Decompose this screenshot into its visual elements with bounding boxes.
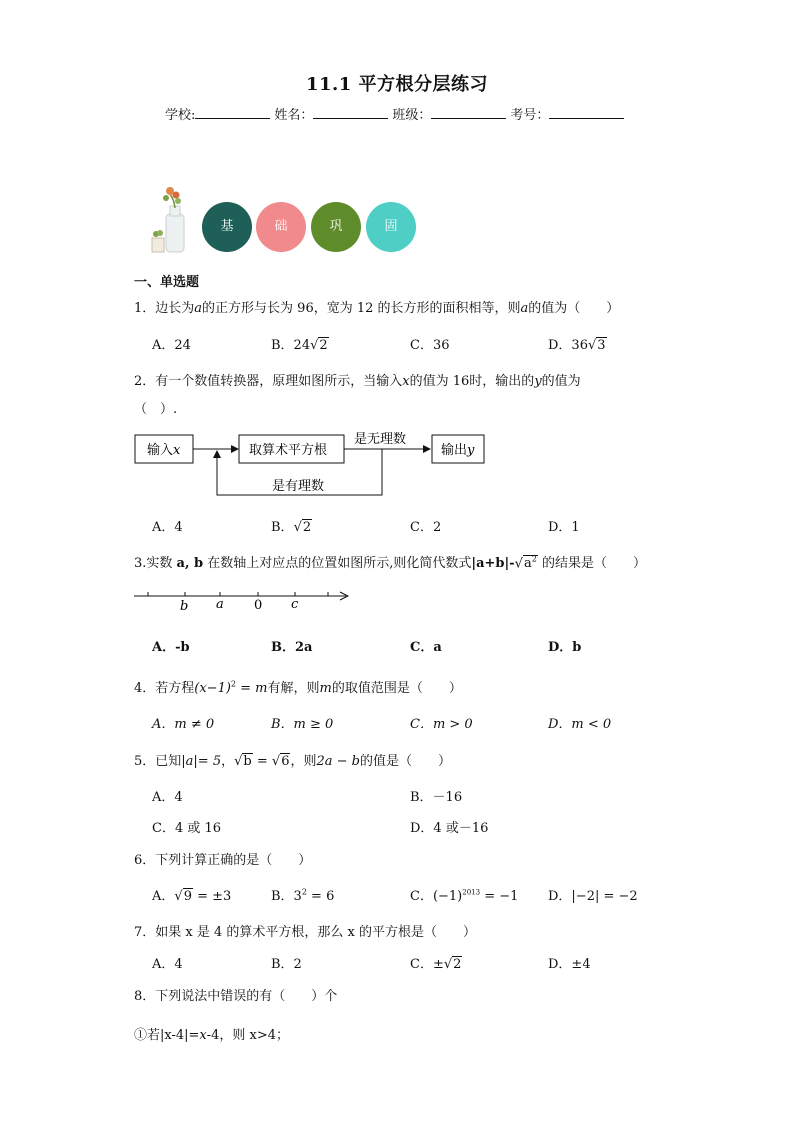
q6-option-b-pre: B．3 bbox=[271, 889, 302, 904]
exam-no-blank[interactable] bbox=[549, 106, 624, 119]
q2-option-c[interactable]: C．2 bbox=[410, 520, 442, 535]
question-8: 8．下列说法中错误的有（ ）个 bbox=[134, 989, 338, 1004]
flow-rational-label: 是有理数 bbox=[272, 479, 325, 494]
flow-input-label: 输入x bbox=[147, 443, 181, 458]
q6-option-b-sup: 2 bbox=[301, 887, 307, 897]
q2-var-y: y bbox=[534, 374, 542, 389]
q5-text-mid: ，则 bbox=[290, 754, 317, 769]
badge-chu-label: 础 bbox=[274, 219, 288, 234]
q1-option-d-pre: D．36 bbox=[548, 338, 588, 353]
school-label: 学校: bbox=[165, 108, 196, 123]
badge-ji-label: 基 bbox=[220, 219, 234, 234]
sqrt-icon: √2 bbox=[293, 520, 312, 535]
q1-option-b-pre: B．24 bbox=[271, 338, 311, 353]
q4-text-pre: 4．若方程 bbox=[134, 681, 195, 696]
q5-rad-6: 6 bbox=[281, 754, 290, 769]
q8-item-1-pre: ①若|x-4|= bbox=[134, 1028, 200, 1043]
q1-option-c[interactable]: C．36 bbox=[410, 338, 450, 353]
q8-item-1-post: -4，则 x>4； bbox=[206, 1028, 290, 1043]
q7-option-d[interactable]: D．±4 bbox=[548, 957, 591, 972]
q1-var-a: a bbox=[194, 301, 203, 316]
q5-text-pre: 5．已知 bbox=[134, 754, 182, 769]
q1-option-b[interactable] bbox=[271, 334, 329, 353]
q4-equation-rhs: = m bbox=[236, 681, 268, 696]
q3-rad-sup: 2 bbox=[531, 554, 537, 564]
axis-label-zero: 0 bbox=[254, 598, 263, 613]
q1-option-d-rad: 3 bbox=[597, 338, 606, 353]
q2-option-b[interactable] bbox=[271, 516, 312, 535]
badge-ji bbox=[202, 202, 252, 252]
badge-chu bbox=[256, 202, 306, 252]
q2-option-a[interactable]: A．4 bbox=[152, 520, 183, 535]
q6-option-d[interactable]: D．|−2| = −2 bbox=[548, 889, 638, 904]
name-label: 姓名： bbox=[274, 108, 314, 123]
q7-option-c-rad: 2 bbox=[453, 957, 462, 972]
question-4 bbox=[134, 677, 462, 696]
q6-option-c-sup: 2013 bbox=[462, 888, 481, 897]
plant-vase-icon bbox=[150, 186, 194, 256]
q5-option-d[interactable]: D．4 或－16 bbox=[410, 821, 489, 836]
q3-rad bbox=[523, 555, 538, 571]
q4-sup: 2 bbox=[230, 679, 237, 689]
q2-text-mid: 的值为 16时，输出的 bbox=[409, 374, 535, 389]
q2-line2: （ ）. bbox=[134, 402, 178, 417]
q7-option-b[interactable]: B．2 bbox=[271, 957, 302, 972]
q1-option-d[interactable] bbox=[548, 334, 607, 353]
section-title: 一、单选题 bbox=[134, 275, 200, 290]
sqrt-icon: √9 bbox=[174, 889, 192, 904]
q2-option-b-pre: B． bbox=[271, 520, 294, 535]
q4-var-m: m bbox=[319, 681, 332, 696]
q4-option-b[interactable]: B．m ≥ 0 bbox=[271, 717, 334, 732]
q6-option-c-post: = −1 bbox=[480, 889, 519, 904]
axis-label-c: c bbox=[291, 597, 299, 612]
q8-item-1-var: x bbox=[199, 1028, 207, 1043]
q1-option-a[interactable]: A．24 bbox=[152, 338, 191, 353]
axis-label-b: b bbox=[180, 599, 189, 614]
exam-no-label: 考号： bbox=[510, 108, 550, 123]
q5-option-b[interactable]: B．－16 bbox=[410, 790, 463, 805]
question-1 bbox=[134, 297, 619, 316]
question-7: 7．如果 x 是 4 的算术平方根，那么 x 的平方根是（ ） bbox=[134, 925, 476, 940]
q6-option-c[interactable] bbox=[410, 885, 518, 904]
q5-cond-1: |a|= 5 bbox=[181, 754, 222, 769]
q7-option-c-pre: C．± bbox=[410, 957, 444, 972]
q2-text-post: 的值为 bbox=[541, 374, 581, 389]
q5-option-c[interactable]: C．4 或 16 bbox=[152, 821, 222, 836]
sqrt-icon: √2 bbox=[310, 338, 328, 353]
q3-option-b[interactable]: B．2a bbox=[271, 640, 313, 655]
q2-option-d[interactable]: D．1 bbox=[548, 520, 580, 535]
q4-option-d[interactable]: D．m < 0 bbox=[548, 717, 612, 732]
q5-option-a[interactable]: A．4 bbox=[152, 790, 183, 805]
q3-option-c[interactable]: C．a bbox=[410, 640, 442, 655]
q2-option-b-rad: 2 bbox=[302, 520, 312, 535]
q5-eq: = bbox=[252, 754, 272, 769]
question-5 bbox=[134, 750, 451, 769]
q2-text-pre: 2．有一个数值转换器，原理如图所示，当输入 bbox=[134, 374, 403, 389]
sqrt-icon: √6 bbox=[271, 754, 290, 769]
school-blank[interactable] bbox=[195, 106, 270, 119]
q4-equation: (x−1) bbox=[194, 681, 231, 696]
q2-var-x: x bbox=[402, 374, 410, 389]
sqrt-icon: $√a^2$ bbox=[514, 554, 537, 571]
flow-process-label: 取算术平方根 bbox=[249, 443, 328, 458]
q6-option-a-rad: 9 bbox=[183, 889, 192, 904]
q6-option-a-post: = ±3 bbox=[192, 889, 232, 904]
q6-option-c-pre: C．(−1) bbox=[410, 889, 463, 904]
q4-option-a[interactable]: A．m ≠ 0 bbox=[152, 717, 215, 732]
badge-gu-label: 固 bbox=[384, 219, 398, 234]
q6-option-b-post: = 6 bbox=[306, 889, 335, 904]
q5-sep: ， bbox=[221, 754, 235, 769]
sqrt-icon: √b bbox=[234, 754, 252, 769]
axis-label-a: a bbox=[216, 597, 224, 612]
q1-option-b-rad: 2 bbox=[319, 338, 328, 353]
flow-output-label: 输出y bbox=[441, 443, 475, 458]
q3-rad-var: a bbox=[523, 556, 532, 571]
q5-rad-b: b bbox=[243, 754, 252, 769]
sqrt-icon: √2 bbox=[443, 957, 462, 972]
q1-text-post: 的值为（ ） bbox=[528, 301, 620, 316]
q1-var-a2: a bbox=[520, 301, 529, 316]
badge-gong-label: 巩 bbox=[329, 219, 343, 234]
q8-item-1 bbox=[134, 1024, 289, 1043]
q3-text-pre: 3.实数 bbox=[134, 556, 177, 571]
page-title: 11.1 平方根分层练习 bbox=[305, 74, 489, 95]
q3-vars: a, b bbox=[176, 556, 204, 571]
q7-option-c[interactable] bbox=[410, 953, 462, 972]
q3-number-line bbox=[130, 586, 355, 614]
question-6: 6．下列计算正确的是（ ） bbox=[134, 853, 312, 868]
flow-irrational-label: 是无理数 bbox=[354, 432, 407, 447]
q5-expr: 2a − b bbox=[316, 754, 361, 769]
q3-text-mid: 在数轴上对应点的位置如图所示,则化简代数式 bbox=[203, 556, 472, 571]
q4-text-post: 的取值范围是（ ） bbox=[331, 681, 462, 696]
q6-option-a[interactable] bbox=[152, 885, 231, 904]
q2-flowchart bbox=[130, 425, 490, 500]
badge-gu bbox=[366, 202, 416, 252]
student-info-row bbox=[165, 104, 628, 123]
q5-text-post: 的值是（ ） bbox=[360, 754, 452, 769]
q4-text-mid: 有解，则 bbox=[267, 681, 320, 696]
q3-text-post: 的结果是（ ） bbox=[537, 556, 646, 571]
q3-option-d[interactable]: D．b bbox=[548, 640, 582, 655]
q7-option-a[interactable]: A．4 bbox=[152, 957, 183, 972]
class-label: 班级： bbox=[392, 108, 432, 123]
class-blank[interactable] bbox=[431, 106, 506, 119]
q1-text-mid: 的正方形与长为 96，宽为 12 的长方形的面积相等，则 bbox=[202, 301, 521, 316]
q6-option-a-pre: A． bbox=[152, 889, 175, 904]
q3-expr: |a+b|- bbox=[471, 556, 515, 571]
q3-option-a[interactable]: A．-b bbox=[152, 640, 190, 655]
q1-text-pre: 1．边长为 bbox=[134, 301, 195, 316]
name-blank[interactable] bbox=[313, 106, 388, 119]
badge-gong bbox=[311, 202, 361, 252]
question-3 bbox=[134, 552, 646, 571]
sqrt-icon: √3 bbox=[587, 338, 606, 353]
question-2 bbox=[134, 370, 581, 389]
q4-option-c[interactable]: C．m > 0 bbox=[410, 717, 473, 732]
q6-option-b[interactable] bbox=[271, 885, 334, 904]
